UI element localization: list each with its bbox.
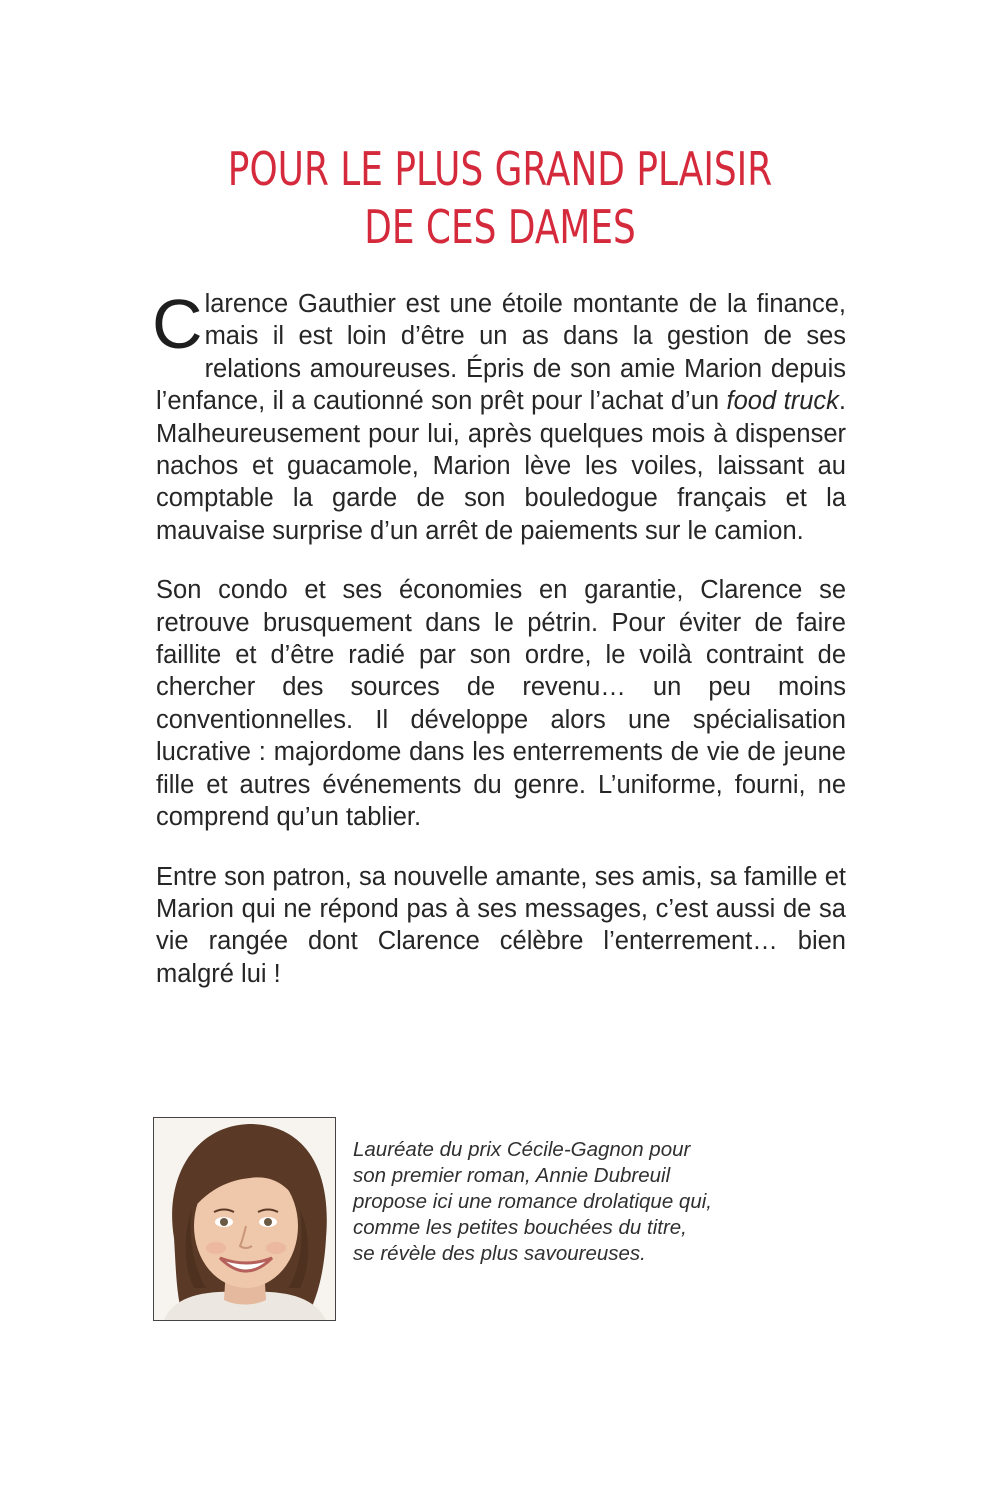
bio-line-4: comme les petites bouchées du titre,	[353, 1216, 687, 1239]
author-photo	[153, 1117, 336, 1321]
bio-line-1: Lauréate du prix Cécile-Gagnon pour	[353, 1138, 691, 1161]
paragraph-1-text-a: larence Gauthier est une étoile montante de la finance, mais il est loin d’être un as dans la gestion de ses relations amoureuses. Épris de son amie Marion depuis l’enfance, il a cautionné son prêt pour l’achat d’un	[156, 290, 846, 416]
paragraph-1-text-b: . Malheureusement pour lui, après quelques mois à dispenser nachos et guacamole, Marion lève les voiles, laissant au comptable la garde de son bouledogue français et la mauvaise surprise d’un arrêt de paiements sur le camion.	[156, 387, 846, 545]
book-title	[110, 140, 890, 256]
paragraph-1	[152, 285, 846, 547]
drop-cap: C	[152, 285, 203, 363]
bio-line-5: se révèle des plus savoureuses.	[353, 1242, 646, 1265]
paragraph-3: Entre son patron, sa nouvelle amante, ses amis, sa famille et Marion qui ne répond pas à ses messages, c’est aussi de sa vie rangée dont Clarence célèbre l’enterrement… bien malgré lui !	[156, 862, 846, 988]
paragraph-2: Son condo et ses économies en garantie, Clarence se retrouve brusquement dans le pétrin. Pour éviter de faire faillite et d’être radié par son ordre, le voilà contraint de chercher des sources de revenu… un peu moins conventionnelles. Il développe alors une spécialisation lucrative : majordome dans les enterrements de vie de jeune fille et autres événements du genre. L’uniforme, fourni, ne comprend qu’un tablier.	[156, 576, 846, 832]
bio-line-2: son premier roman, Annie Dubreuil	[353, 1164, 671, 1187]
title-line-1: POUR LE PLUS GRAND PLAISIR	[227, 142, 773, 196]
author-bio	[353, 1137, 813, 1267]
paragraph-1-italic: food truck	[726, 387, 839, 416]
bio-line-3: propose ici une romance drolatique qui,	[353, 1190, 712, 1213]
synopsis	[152, 285, 846, 1017]
title-line-2: DE CES DAMES	[364, 200, 636, 254]
